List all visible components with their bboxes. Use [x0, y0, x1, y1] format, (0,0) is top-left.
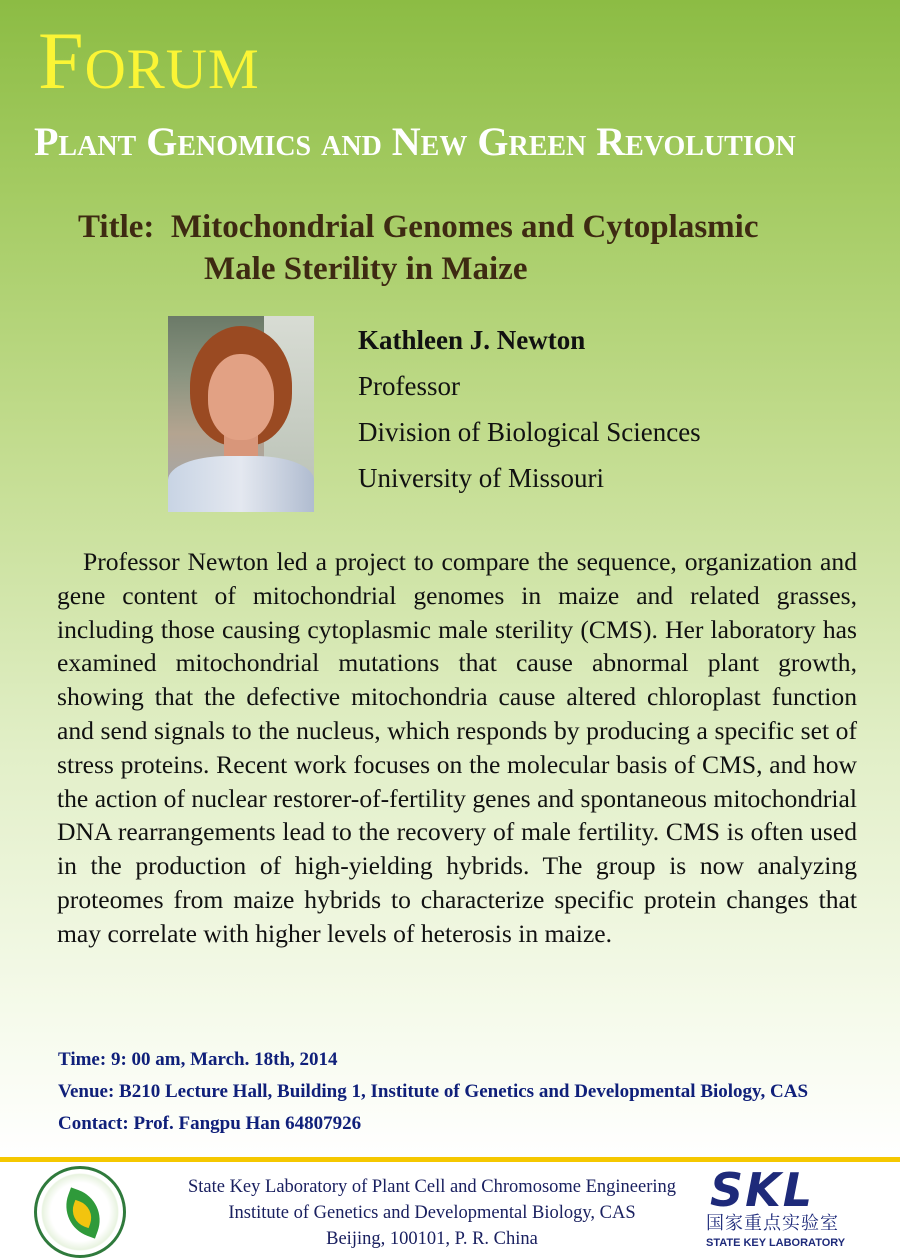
speaker-division: Division of Biological Sciences	[358, 417, 701, 447]
forum-subtitle: Plant Genomics and New Green Revolution	[34, 119, 796, 164]
event-contact: Contact: Prof. Fangpu Han 64807926	[58, 1113, 362, 1134]
skl-english-name: STATE KEY LABORATORY	[706, 1237, 846, 1249]
title-line-2: Male Sterility in Maize	[204, 251, 528, 287]
speaker-bio: Professor Newton led a project to compare the sequence, organization and gene content of mitochondrial genomes in maize and related grasses, including those causing cytoplasmic male sterility (CMS). Her laboratory has examined mitochondrial mutations that cause abnormal plant growth, showing that the defective mitochondria cause altered chloroplast function and send signals to the nucleus, which responds by producing a specific set of stress proteins. Recent work focuses on the molecular basis of CMS, and how the action of nuclear restorer-of-fertility genes and spontaneous mitochondrial DNA rearrangements lead to the recovery of male fertility. CMS is often used in the production of high-yielding hybrids. The group is now analyzing proteomes from maize hybrids to characterize specific protein changes that may correlate with higher levels of heterosis in maize.	[57, 547, 857, 948]
title-prefix: Title:	[78, 209, 155, 245]
event-time: Time: 9: 00 am, March. 18th, 2014	[58, 1049, 338, 1070]
talk-title	[78, 206, 758, 290]
title-line-1: Mitochondrial Genomes and Cytoplasmic	[170, 209, 759, 245]
speaker-name: Kathleen J. Newton	[358, 325, 586, 355]
skl-logo	[706, 1163, 856, 1250]
lab-logo-icon	[34, 1166, 126, 1258]
speaker-photo	[168, 316, 314, 512]
speaker-info	[358, 320, 701, 504]
footer-address	[152, 1174, 712, 1252]
event-venue: Venue: B210 Lecture Hall, Building 1, Institute of Genetics and Developmental Biology, CAS	[58, 1081, 809, 1102]
forum-heading: Forum	[38, 15, 260, 106]
skl-chinese-name: 国家重点实验室	[706, 1213, 839, 1234]
speaker-university: University of Missouri	[358, 463, 604, 493]
speaker-position: Professor	[358, 371, 460, 401]
skl-logo-mark: SKL	[706, 1168, 856, 1212]
footer-lab-name: State Key Laboratory of Plant Cell and Chromosome Engineering	[187, 1177, 677, 1197]
footer-institute: Institute of Genetics and Developmental Biology, CAS	[228, 1203, 636, 1223]
footer-city: Beijing, 100101, P. R. China	[326, 1229, 538, 1249]
event-info	[58, 1046, 808, 1142]
